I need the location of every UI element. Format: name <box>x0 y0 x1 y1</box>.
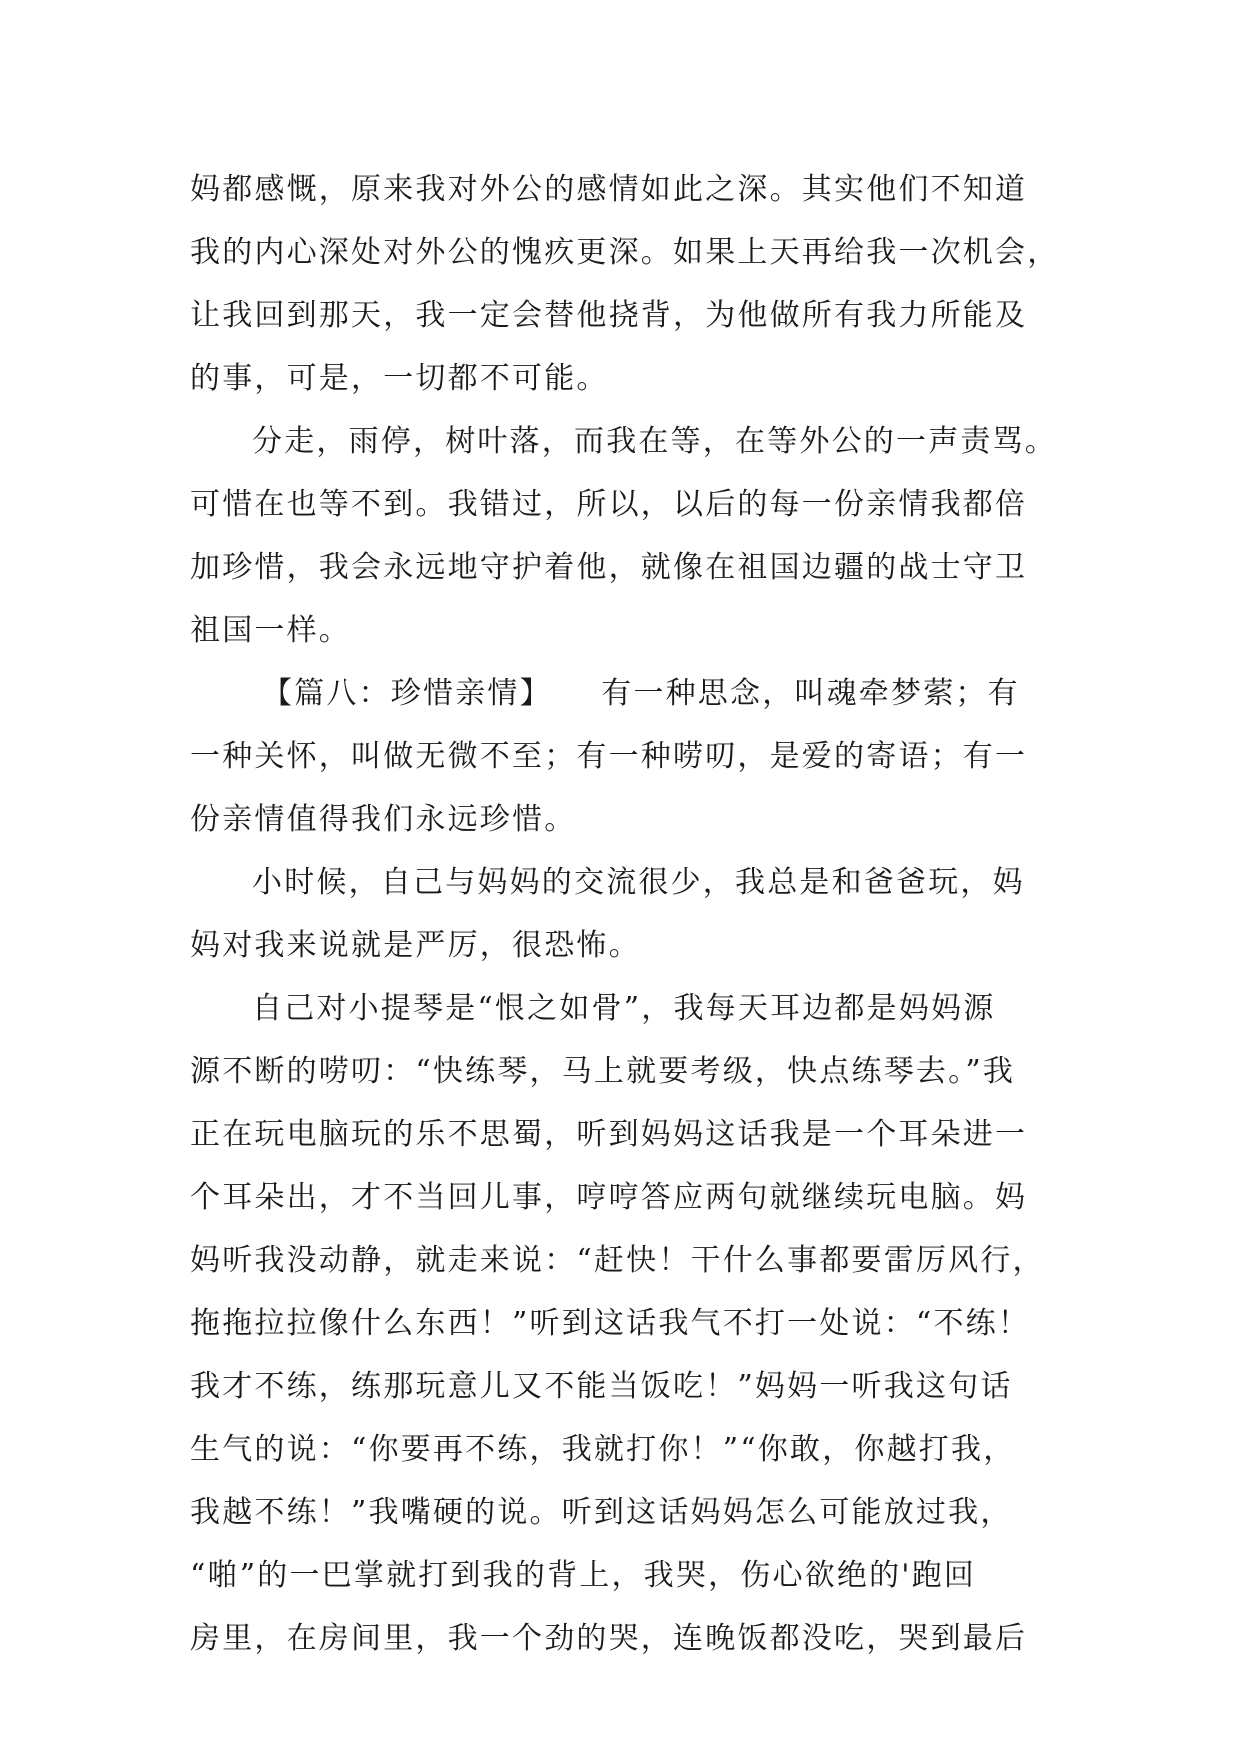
text-line: “啪”的一巴掌就打到我的背上，我哭，伤心欲绝的'跑回 <box>190 1558 977 1593</box>
text-line: 生气的说：“你要再不练，我就打你！”“你敢，你越打我， <box>190 1432 1016 1467</box>
text-line: 正在玩电脑玩的乐不思蜀，听到妈妈这话我是一个耳朵进一 <box>190 1117 1028 1152</box>
text-line: 妈都感慨，原来我对外公的感情如此之深。其实他们不知道 <box>190 172 1028 207</box>
text-line: 份亲情值得我们永远珍惜。 <box>190 802 577 837</box>
paragraph-start-line: 自己对小提琴是“恨之如骨”，我每天耳边都是妈妈源 <box>252 991 996 1026</box>
section-heading-line: 【篇八：珍惜亲情】 有一种思念，叫魂牵梦萦；有 <box>262 676 1020 711</box>
paragraph-start-line: 分走，雨停，树叶落，而我在等，在等外公的一声责骂。 <box>252 424 1057 459</box>
paragraph-start-line: 小时候，自己与妈妈的交流很少，我总是和爸爸玩，妈 <box>252 865 1025 900</box>
text-line: 我的内心深处对外公的愧疚更深。如果上天再给我一次机会， <box>190 235 1060 270</box>
body-text <box>190 158 1090 1670</box>
text-line: 可惜在也等不到。我错过，所以，以后的每一份亲情我都倍 <box>190 487 1028 522</box>
text-line: 的事，可是，一切都不可能。 <box>190 361 609 396</box>
text-line: 妈对我来说就是严厉，很恐怖。 <box>190 928 641 963</box>
text-line: 我才不练，练那玩意儿又不能当饭吃！”妈妈一听我这句话 <box>190 1369 1013 1404</box>
text-line: 房里，在房间里，我一个劲的哭，连晚饭都没吃，哭到最后 <box>190 1621 1028 1656</box>
text-line: 让我回到那天，我一定会替他挠背，为他做所有我力所能及 <box>190 298 1028 333</box>
text-line: 拖拖拉拉像什么东西！”听到这话我气不打一处说：“不练！ <box>190 1306 1031 1341</box>
text-line: 妈听我没动静，就走来说：“赶快！干什么事都要雷厉风行， <box>190 1243 1045 1278</box>
text-line: 个耳朵出，才不当回儿事，哼哼答应两句就继续玩电脑。妈 <box>190 1180 1028 1215</box>
text-line: 一种关怀，叫做无微不至；有一种唠叨，是爱的寄语；有一 <box>190 739 1028 774</box>
text-line: 源不断的唠叨：“快练琴，马上就要考级，快点练琴去。”我 <box>190 1054 1016 1089</box>
text-line: 我越不练！”我嘴硬的说。听到这话妈妈怎么可能放过我， <box>190 1495 1013 1530</box>
text-line: 祖国一样。 <box>190 613 351 648</box>
text-line: 加珍惜，我会永远地守护着他，就像在祖国边疆的战士守卫 <box>190 550 1028 585</box>
